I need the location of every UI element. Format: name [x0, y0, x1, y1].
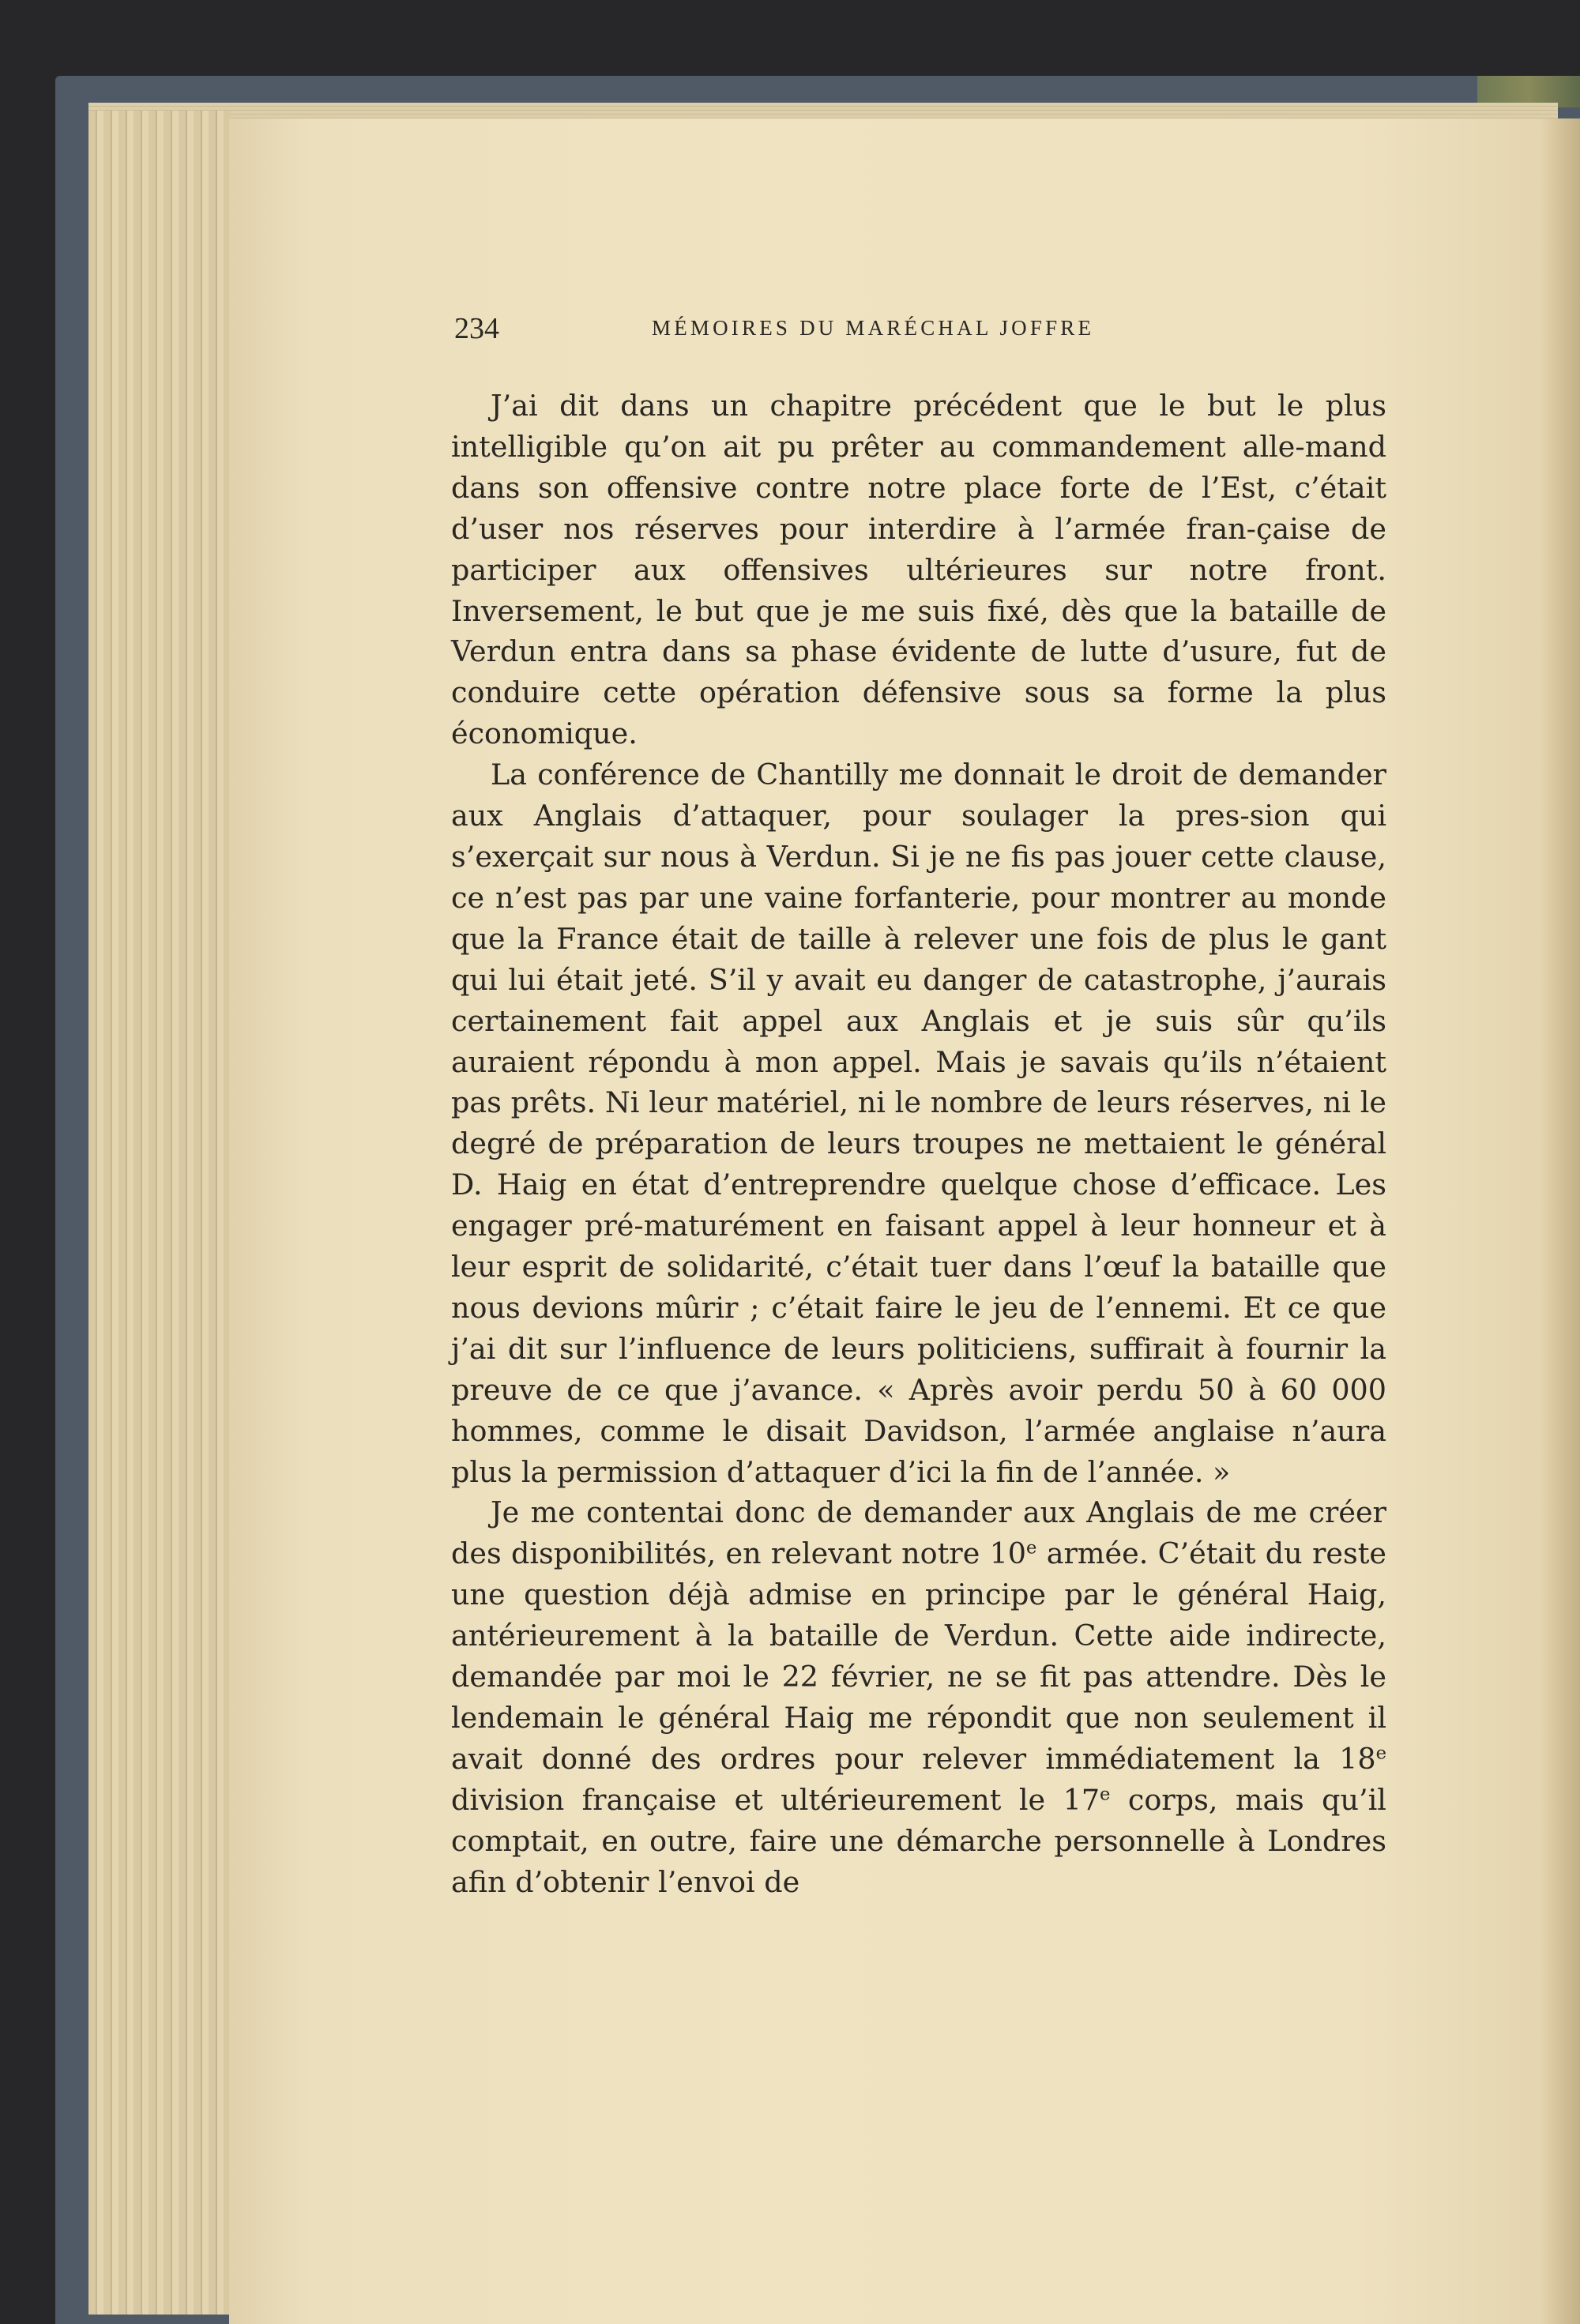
- paragraph-1: [451, 385, 1386, 754]
- superscript: e: [1026, 1537, 1037, 1559]
- paragraph-3: [451, 1492, 1386, 1902]
- text-run: La conférence de Chantilly me donnait le droit de demander aux Anglais d’attaquer, pour soulager la pres-sion qui s’exerçait sur nous à Verdun. Si je ne fis pas jouer cette clause, ce n’est pas par une vaine forfanterie, pour montrer au monde que la France était de taille à relever une fois de plus le gant qui lui était jeté. S’il y avait eu danger de catastrophe, j’aurais certainement fait appel aux Anglais et je suis sûr qu’ils auraient répondu à mon appel. Mais je savais qu’ils n’étaient pas prêts. Ni leur matériel, ni le nombre de leurs réserves, ni le degré de préparation de leurs troupes ne mettaient le général D. Haig en état d’entreprendre quelque chose d’efficace. Les engager pré-maturément en faisant appel à leur honneur et à leur esprit de solidarité, c’était tuer dans l’œuf la bataille que nous devions mûrir ; c’était faire le jeu de l’ennemi. Et ce que j’ai dit sur l’influence de leurs politiciens, suffirait à fournir la preuve de ce que j’avance. « Après avoir perdu 50 à 60 000 hommes, comme le disait Davidson, l’armée anglaise n’aura plus la permission d’attaquer d’ici la fin de l’année. »: [451, 758, 1386, 1489]
- page-header: [454, 311, 1388, 359]
- page-number: 234: [454, 312, 499, 345]
- text-run: J’ai dit dans un chapitre précédent que le but le plus intelligible qu’on ait pu prêter au commandement alle-mand dans son offensive contre notre place forte de l’Est, c’était d’user nos réserves pour interdire à l’armée fran-çaise de participer aux offensives ultérieures sur notre front. Inversement, le but que je me suis fixé, dès que la bataille de Verdun entra dans sa phase évidente de lutte d’usure, fut de conduire cette opération défensive sous sa forme la plus économique.: [451, 389, 1386, 751]
- page-gutter-shadow: [1542, 118, 1580, 2324]
- text-run: division française et ultérieurement le 17: [451, 1782, 1100, 1817]
- superscript: e: [1100, 1784, 1111, 1805]
- text-run: armée. C’était du reste une question déjà admise en principe par le général Haig, antérieurement à la bataille de Verdun. Cette aide indirecte, demandée par moi le 22 février, ne se fit pas attendre. Dès le lendemain le général Haig me répondit que non seulement il avait donné des ordres pour relever immédiatement la 18: [451, 1536, 1386, 1776]
- paragraph-2: [451, 754, 1386, 1492]
- text-run: corps, mais qu’il comptait, en outre, faire une démarche personnelle à Londres afin d’obtenir l’envoi de: [451, 1782, 1386, 1899]
- superscript: e: [1375, 1743, 1386, 1764]
- text-run: Je me contentai donc de demander aux Anglais de me créer des disponibilités, en relevant notre 10: [451, 1495, 1386, 1571]
- page-edges-stack: [88, 111, 231, 2315]
- body-text: [451, 385, 1386, 1903]
- running-head: MÉMOIRES DU MARÉCHAL JOFFRE: [652, 316, 1095, 340]
